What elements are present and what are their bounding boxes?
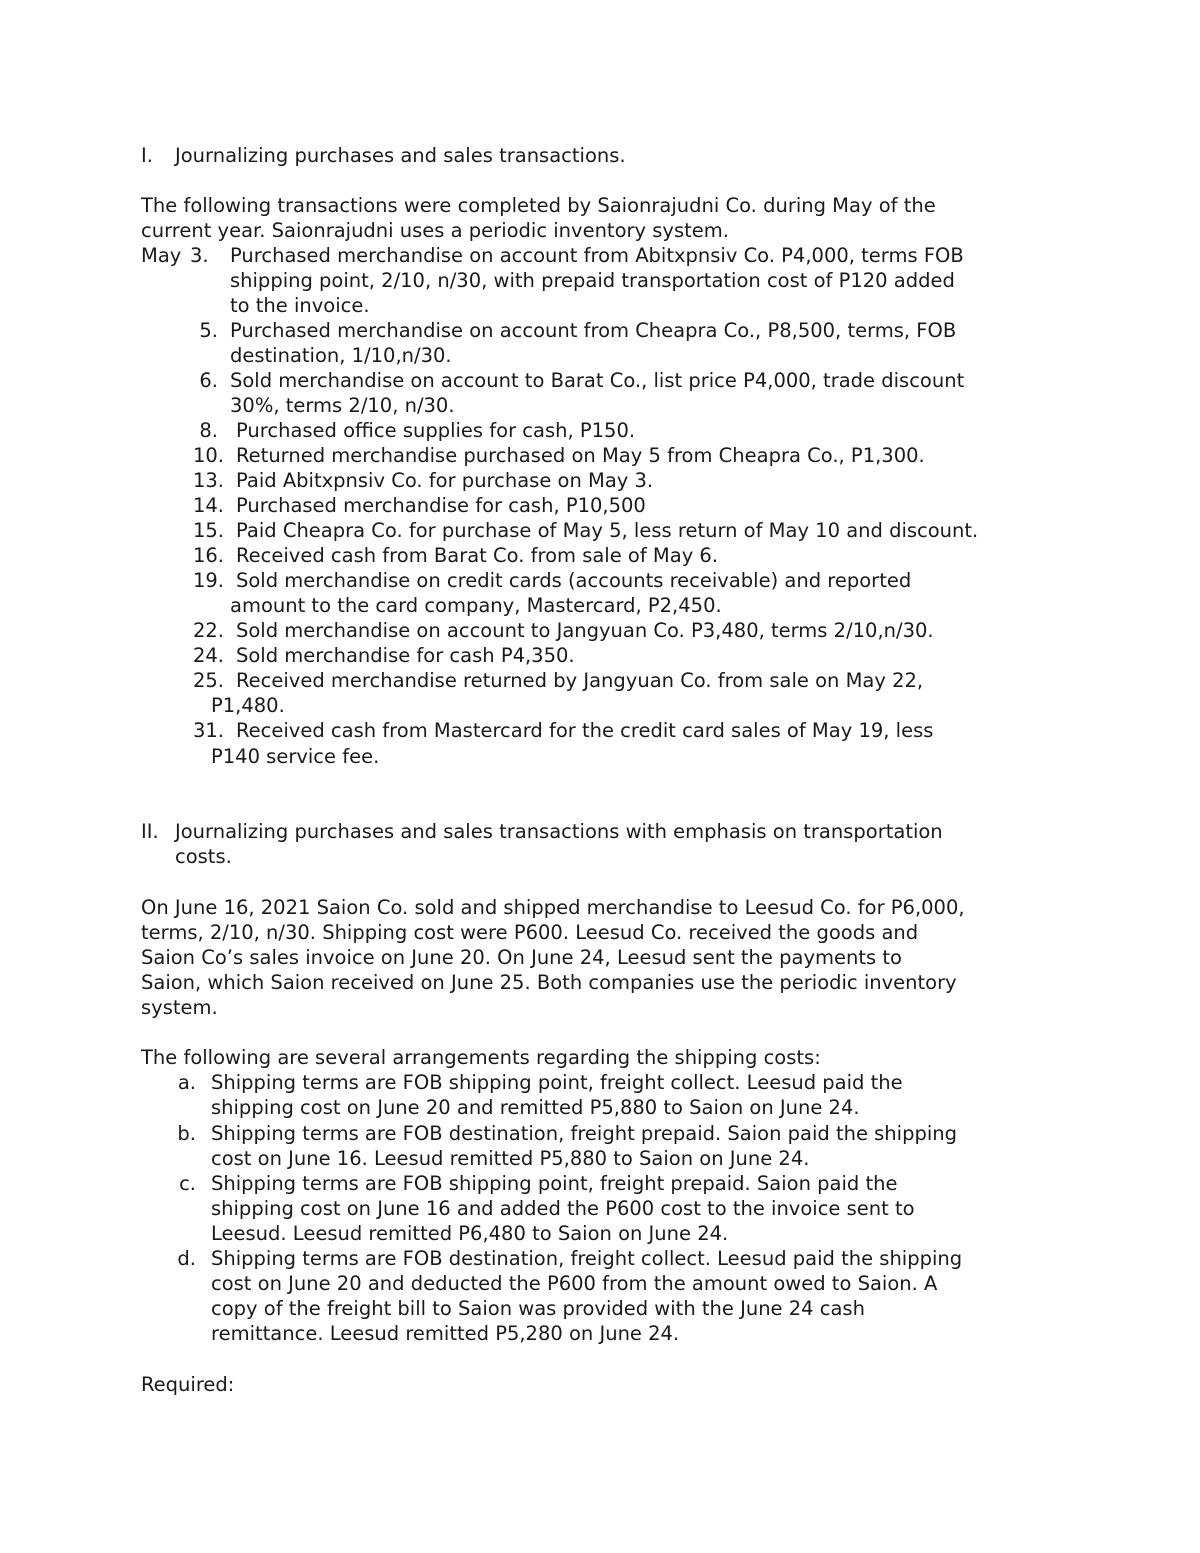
transaction-line: shipping point, 2/10, n/30, with prepaid transportation cost of P120 added <box>230 269 955 292</box>
transaction-day: 3. <box>190 244 209 267</box>
paragraph-line: terms, 2/10, n/30. Shipping cost were P600. Leesud Co. received the goods and <box>141 921 919 944</box>
arrangement-line: Shipping terms are FOB destination, freight collect. Leesud paid the shipping <box>211 1247 963 1270</box>
transaction-line: destination, 1/10,n/30. <box>230 344 452 367</box>
intro-line-1: The following transactions were completed by Saionrajudni Co. during May of the <box>141 194 936 217</box>
section-1-marker: I. <box>141 144 153 167</box>
section-2-heading-line-1: Journalizing purchases and sales transactions with emphasis on transportation <box>175 820 943 843</box>
paragraph-line: system. <box>141 996 218 1019</box>
arrangement-letter: b. <box>177 1122 196 1145</box>
transaction-line: to the invoice. <box>230 294 370 317</box>
arrangement-line: Shipping terms are FOB shipping point, freight collect. Leesud paid the <box>211 1071 903 1094</box>
transaction-day: 25. <box>192 669 224 692</box>
arrangement-letter: c. <box>179 1172 196 1195</box>
transaction-day: 19. <box>192 569 224 592</box>
transaction-line: P140 service fee. <box>211 745 380 768</box>
arrangement-line: remittance. Leesud remitted P5,280 on June 24. <box>211 1322 680 1345</box>
transaction-day: 31. <box>192 719 224 742</box>
transaction-line: Sold merchandise for cash P4,350. <box>236 644 575 667</box>
transaction-day: 16. <box>192 544 224 567</box>
transaction-day: 15. <box>192 519 224 542</box>
transaction-day: 22. <box>192 619 224 642</box>
transaction-line: Sold merchandise on account to Jangyuan Co. P3,480, terms 2/10,n/30. <box>236 619 934 642</box>
paragraph-line: Saion Co’s sales invoice on June 20. On June 24, Leesud sent the payments to <box>141 946 902 969</box>
transaction-line: Purchased merchandise on account from Abitxpnsiv Co. P4,000, terms FOB <box>230 244 964 267</box>
paragraph-line: Saion, which Saion received on June 25. Both companies use the periodic inventory <box>141 971 957 994</box>
section-1-heading: Journalizing purchases and sales transactions. <box>175 144 626 167</box>
arrangement-line: cost on June 20 and deducted the P600 from the amount owed to Saion. A <box>211 1272 938 1295</box>
required-label: Required: <box>141 1373 235 1396</box>
transaction-line: P1,480. <box>211 694 285 717</box>
arrangement-line: shipping cost on June 16 and added the P600 cost to the invoice sent to <box>211 1197 915 1220</box>
section-2-marker: II. <box>141 820 159 843</box>
intro-line-2: current year. Saionrajudni uses a periodic inventory system. <box>141 219 729 242</box>
transaction-day: 14. <box>192 494 224 517</box>
transaction-line: Purchased office supplies for cash, P150. <box>236 419 636 442</box>
section-2-heading-line-2: costs. <box>175 845 232 868</box>
transaction-day: 13. <box>192 469 224 492</box>
arrangement-line: copy of the freight bill to Saion was provided with the June 24 cash <box>211 1297 865 1320</box>
transaction-line: amount to the card company, Mastercard, P2,450. <box>230 594 722 617</box>
month-label: May <box>141 244 182 267</box>
arrangement-letter: a. <box>177 1071 196 1094</box>
arrangement-line: Shipping terms are FOB shipping point, freight prepaid. Saion paid the <box>211 1172 898 1195</box>
transaction-day: 6. <box>199 369 218 392</box>
transaction-line: Received cash from Barat Co. from sale of May 6. <box>236 544 719 567</box>
transaction-day: 24. <box>192 644 224 667</box>
transaction-line: Received cash from Mastercard for the credit card sales of May 19, less <box>236 719 934 742</box>
transaction-line: 30%, terms 2/10, n/30. <box>230 394 455 417</box>
arrangement-line: Shipping terms are FOB destination, freight prepaid. Saion paid the shipping <box>211 1122 957 1145</box>
transaction-line: Returned merchandise purchased on May 5 from Cheapra Co., P1,300. <box>236 444 925 467</box>
transaction-line: Paid Abitxpnsiv Co. for purchase on May 3. <box>236 469 654 492</box>
transaction-day: 10. <box>192 444 224 467</box>
transaction-line: Sold merchandise on account to Barat Co., list price P4,000, trade discount <box>230 369 965 392</box>
transaction-line: Purchased merchandise on account from Cheapra Co., P8,500, terms, FOB <box>230 319 957 342</box>
transaction-line: Paid Cheapra Co. for purchase of May 5, less return of May 10 and discount. <box>236 519 979 542</box>
transaction-day: 8. <box>199 419 218 442</box>
arrangement-line: cost on June 16. Leesud remitted P5,880 to Saion on June 24. <box>211 1147 810 1170</box>
transaction-day: 5. <box>199 319 218 342</box>
arrangement-line: Leesud. Leesud remitted P6,480 to Saion on June 24. <box>211 1222 729 1245</box>
transaction-line: Sold merchandise on credit cards (accounts receivable) and reported <box>236 569 912 592</box>
paragraph-line: On June 16, 2021 Saion Co. sold and shipped merchandise to Leesud Co. for P6,000, <box>141 896 965 919</box>
transaction-line: Purchased merchandise for cash, P10,500 <box>236 494 646 517</box>
transaction-line: Received merchandise returned by Jangyuan Co. from sale on May 22, <box>236 669 924 692</box>
arrangements-intro: The following are several arrangements regarding the shipping costs: <box>141 1046 821 1069</box>
arrangement-line: shipping cost on June 20 and remitted P5,880 to Saion on June 24. <box>211 1096 860 1119</box>
arrangement-letter: d. <box>177 1247 196 1270</box>
